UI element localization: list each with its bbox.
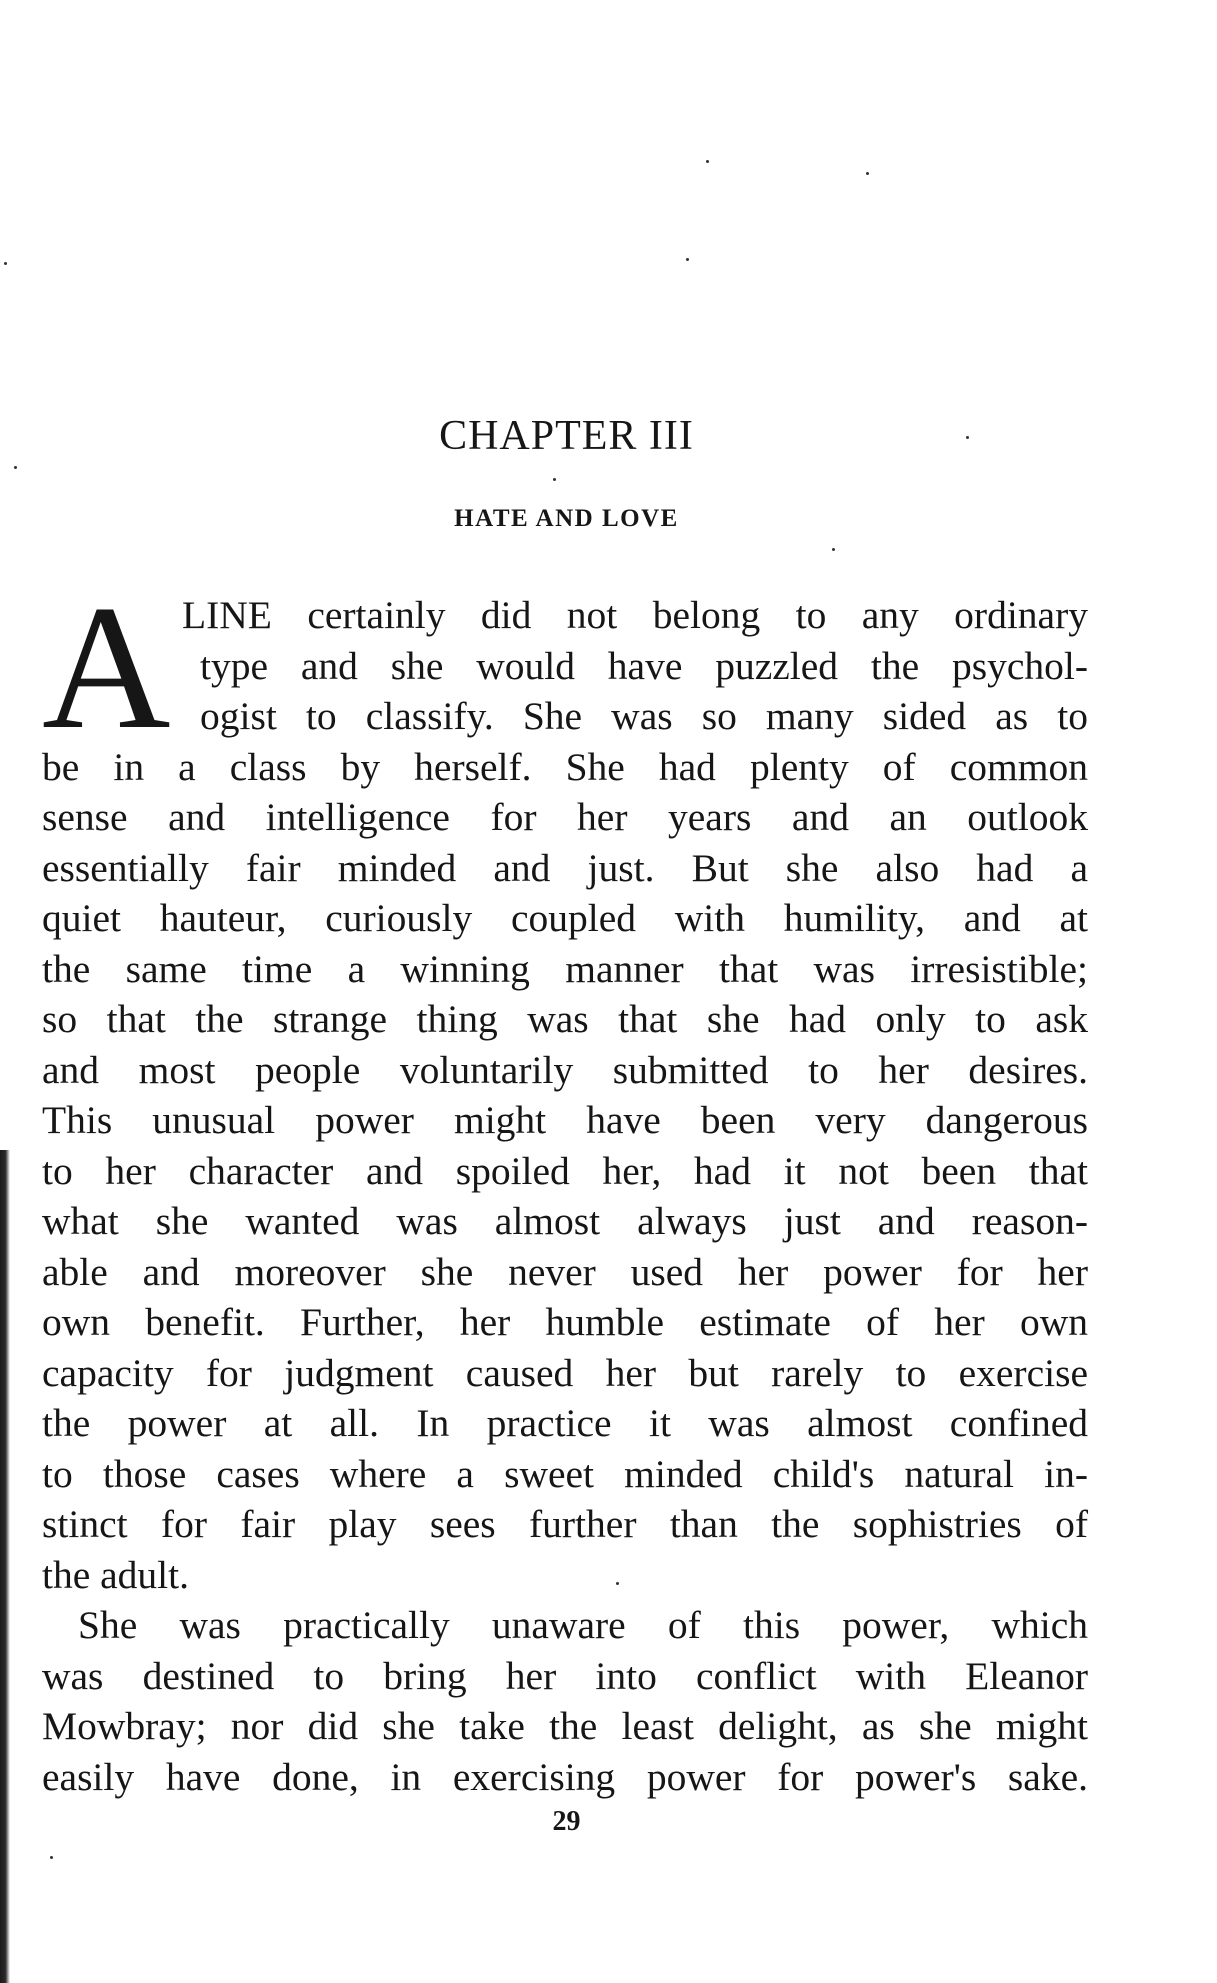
text-line: be in a class by herself. She had plenty of common — [42, 744, 1088, 789]
drop-cap: A — [42, 568, 171, 766]
scan-speck — [686, 258, 689, 261]
text-line: She was practically unaware of this power, which — [78, 1603, 1088, 1647]
text-line: was destined to bring her into conflict with Eleanor — [42, 1653, 1088, 1698]
text-line: capacity for judgment caused her but rarely to exercise — [42, 1350, 1088, 1395]
text-line: the adult. — [42, 1552, 189, 1597]
text-line: LINE certainly did not belong to any ordinary — [182, 593, 1088, 637]
body-text — [42, 568, 1088, 1802]
text-line: quiet hauteur, curiously coupled with humility, and at — [42, 896, 1088, 940]
text-line: and most people voluntarily submitted to her desires. — [42, 1047, 1088, 1092]
text-line: stinct for fair play sees further than the sophistries of — [42, 1502, 1088, 1546]
scan-gutter-shadow — [0, 1150, 10, 1983]
text-line: what she wanted was almost always just and reason- — [42, 1199, 1088, 1243]
text-line: This unusual power might have been very dangerous — [42, 1098, 1088, 1142]
paragraph-2 — [42, 1600, 1088, 1802]
scan-speck — [50, 1856, 53, 1859]
chapter-title: CHAPTER III — [439, 413, 694, 459]
text-line: type and she would have puzzled the psychol- — [200, 643, 1088, 688]
chapter-subtitle: HATE AND LOVE — [454, 505, 679, 532]
scan-speck — [832, 548, 835, 551]
text-line: the same time a winning manner that was irresistible; — [42, 946, 1088, 991]
text-line: essentially fair minded and just. But she also had a — [42, 845, 1088, 890]
text-line: own benefit. Further, her humble estimate of her own — [42, 1300, 1088, 1344]
scan-speck — [706, 160, 709, 163]
page-number: 29 — [552, 1806, 581, 1837]
text-line: to her character and spoiled her, had it not been that — [42, 1148, 1088, 1193]
scan-speck — [14, 466, 17, 469]
text-line: ogist to classify. She was so many sided as to — [200, 694, 1088, 738]
text-line: so that the strange thing was that she had only to ask — [42, 997, 1088, 1041]
text-line: to those cases where a sweet minded child's natural in- — [42, 1451, 1088, 1496]
text-line: easily have done, in exercising power for power's sake. — [42, 1754, 1088, 1799]
scan-speck — [866, 172, 869, 175]
paragraph-1 — [42, 568, 1088, 1600]
text-line: the power at all. In practice it was almost confined — [42, 1401, 1088, 1445]
text-line: Mowbray; nor did she take the least delight, as she might — [42, 1704, 1088, 1748]
scan-speck — [553, 478, 556, 481]
scan-speck — [4, 262, 7, 265]
text-line: sense and intelligence for her years and an outlook — [42, 795, 1088, 839]
text-line: able and moreover she never used her power for her — [42, 1249, 1088, 1294]
